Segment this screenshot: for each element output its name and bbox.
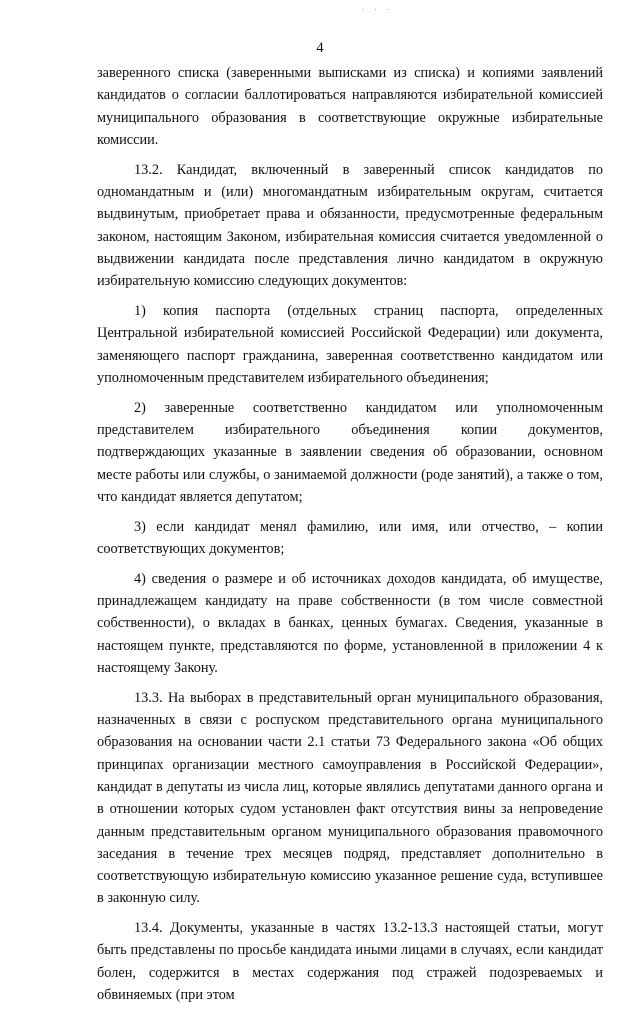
- paragraph-continuation: заверенного списка (заверенными выписками из списка) и копиями заявлений кандидатов о согласии баллотироваться направляются избирательной комиссией муниципального образования в соответствующие окружные избирательные комиссии.: [97, 65, 603, 148]
- paragraph-13-3: 13.3. На выборах в представительный орган муниципального образования, назначенных в связи с роспуском представительного органа муниципального образования на основании части 2.1 статьи 73 Федерального закона «Об общих принципах организации местного самоуправления в Российской Федерации», кандидат в депутаты из числа лиц, которые являлись депутатами данного органа и в отношении которых судом установлен факт отсутствия вины за непроведение данным представительным органом муниципального образования правомочного заседания в течение трех месяцев подряд, представляет дополнительно в соответствующую избирательную комиссию указанное решение суда, вступившее в законную силу.: [97, 689, 603, 907]
- list-item-4: 4) сведения о размере и об источниках доходов кандидата, об имуществе, принадлежащем кандидату на праве собственности (в том числе совместной собственности), о вкладах в банках, ценных бумагах. Сведения, указанные в настоящем пункте, представляются по форме, установленной в приложении 4 к настоящему Закону.: [97, 570, 603, 676]
- list-item-3: 3) если кандидат менял фамилию, или имя, или отчество, – копии соответствующих документов;: [97, 518, 603, 557]
- document-body: [97, 62, 603, 1014]
- paragraph-13-2: 13.2. Кандидат, включенный в заверенный список кандидатов по одномандатным и (или) многомандатным избирательным округам, считается выдвинутым, приобретает права и обязанности, предусмотренные федеральным законом, настоящим Законом, избирательная комиссия считается уведомленной о выдвижении кандидата после представления лично кандидатом в окружную избирательную комиссию следующих документов:: [97, 161, 603, 290]
- top-marks: . . .: [362, 2, 394, 12]
- list-item-2: 2) заверенные соответственно кандидатом или уполномоченным представителем избирательного объединения копии документов, подтверждающих указанные в заявлении сведения об образовании, основном месте работы или службы, о занимаемой должности (роде занятий), а также о том, что кандидат является депутатом;: [97, 399, 603, 505]
- page-number: 4: [316, 40, 324, 56]
- paragraph-13-4: 13.4. Документы, указанные в частях 13.2-13.3 настоящей статьи, могут быть представлены по просьбе кандидата иными лицами в случаях, если кандидат болен, содержится в местах содержания под стражей подозреваемых и обвиняемых (при этом: [97, 920, 603, 1004]
- list-item-1: 1) копия паспорта (отдельных страниц паспорта, определенных Центральной избирательной комиссией Российской Федерации) или документа, заменяющего паспорт гражданина, заверенная соответственно кандидатом или уполномоченным представителем избирательного объединения;: [97, 302, 603, 386]
